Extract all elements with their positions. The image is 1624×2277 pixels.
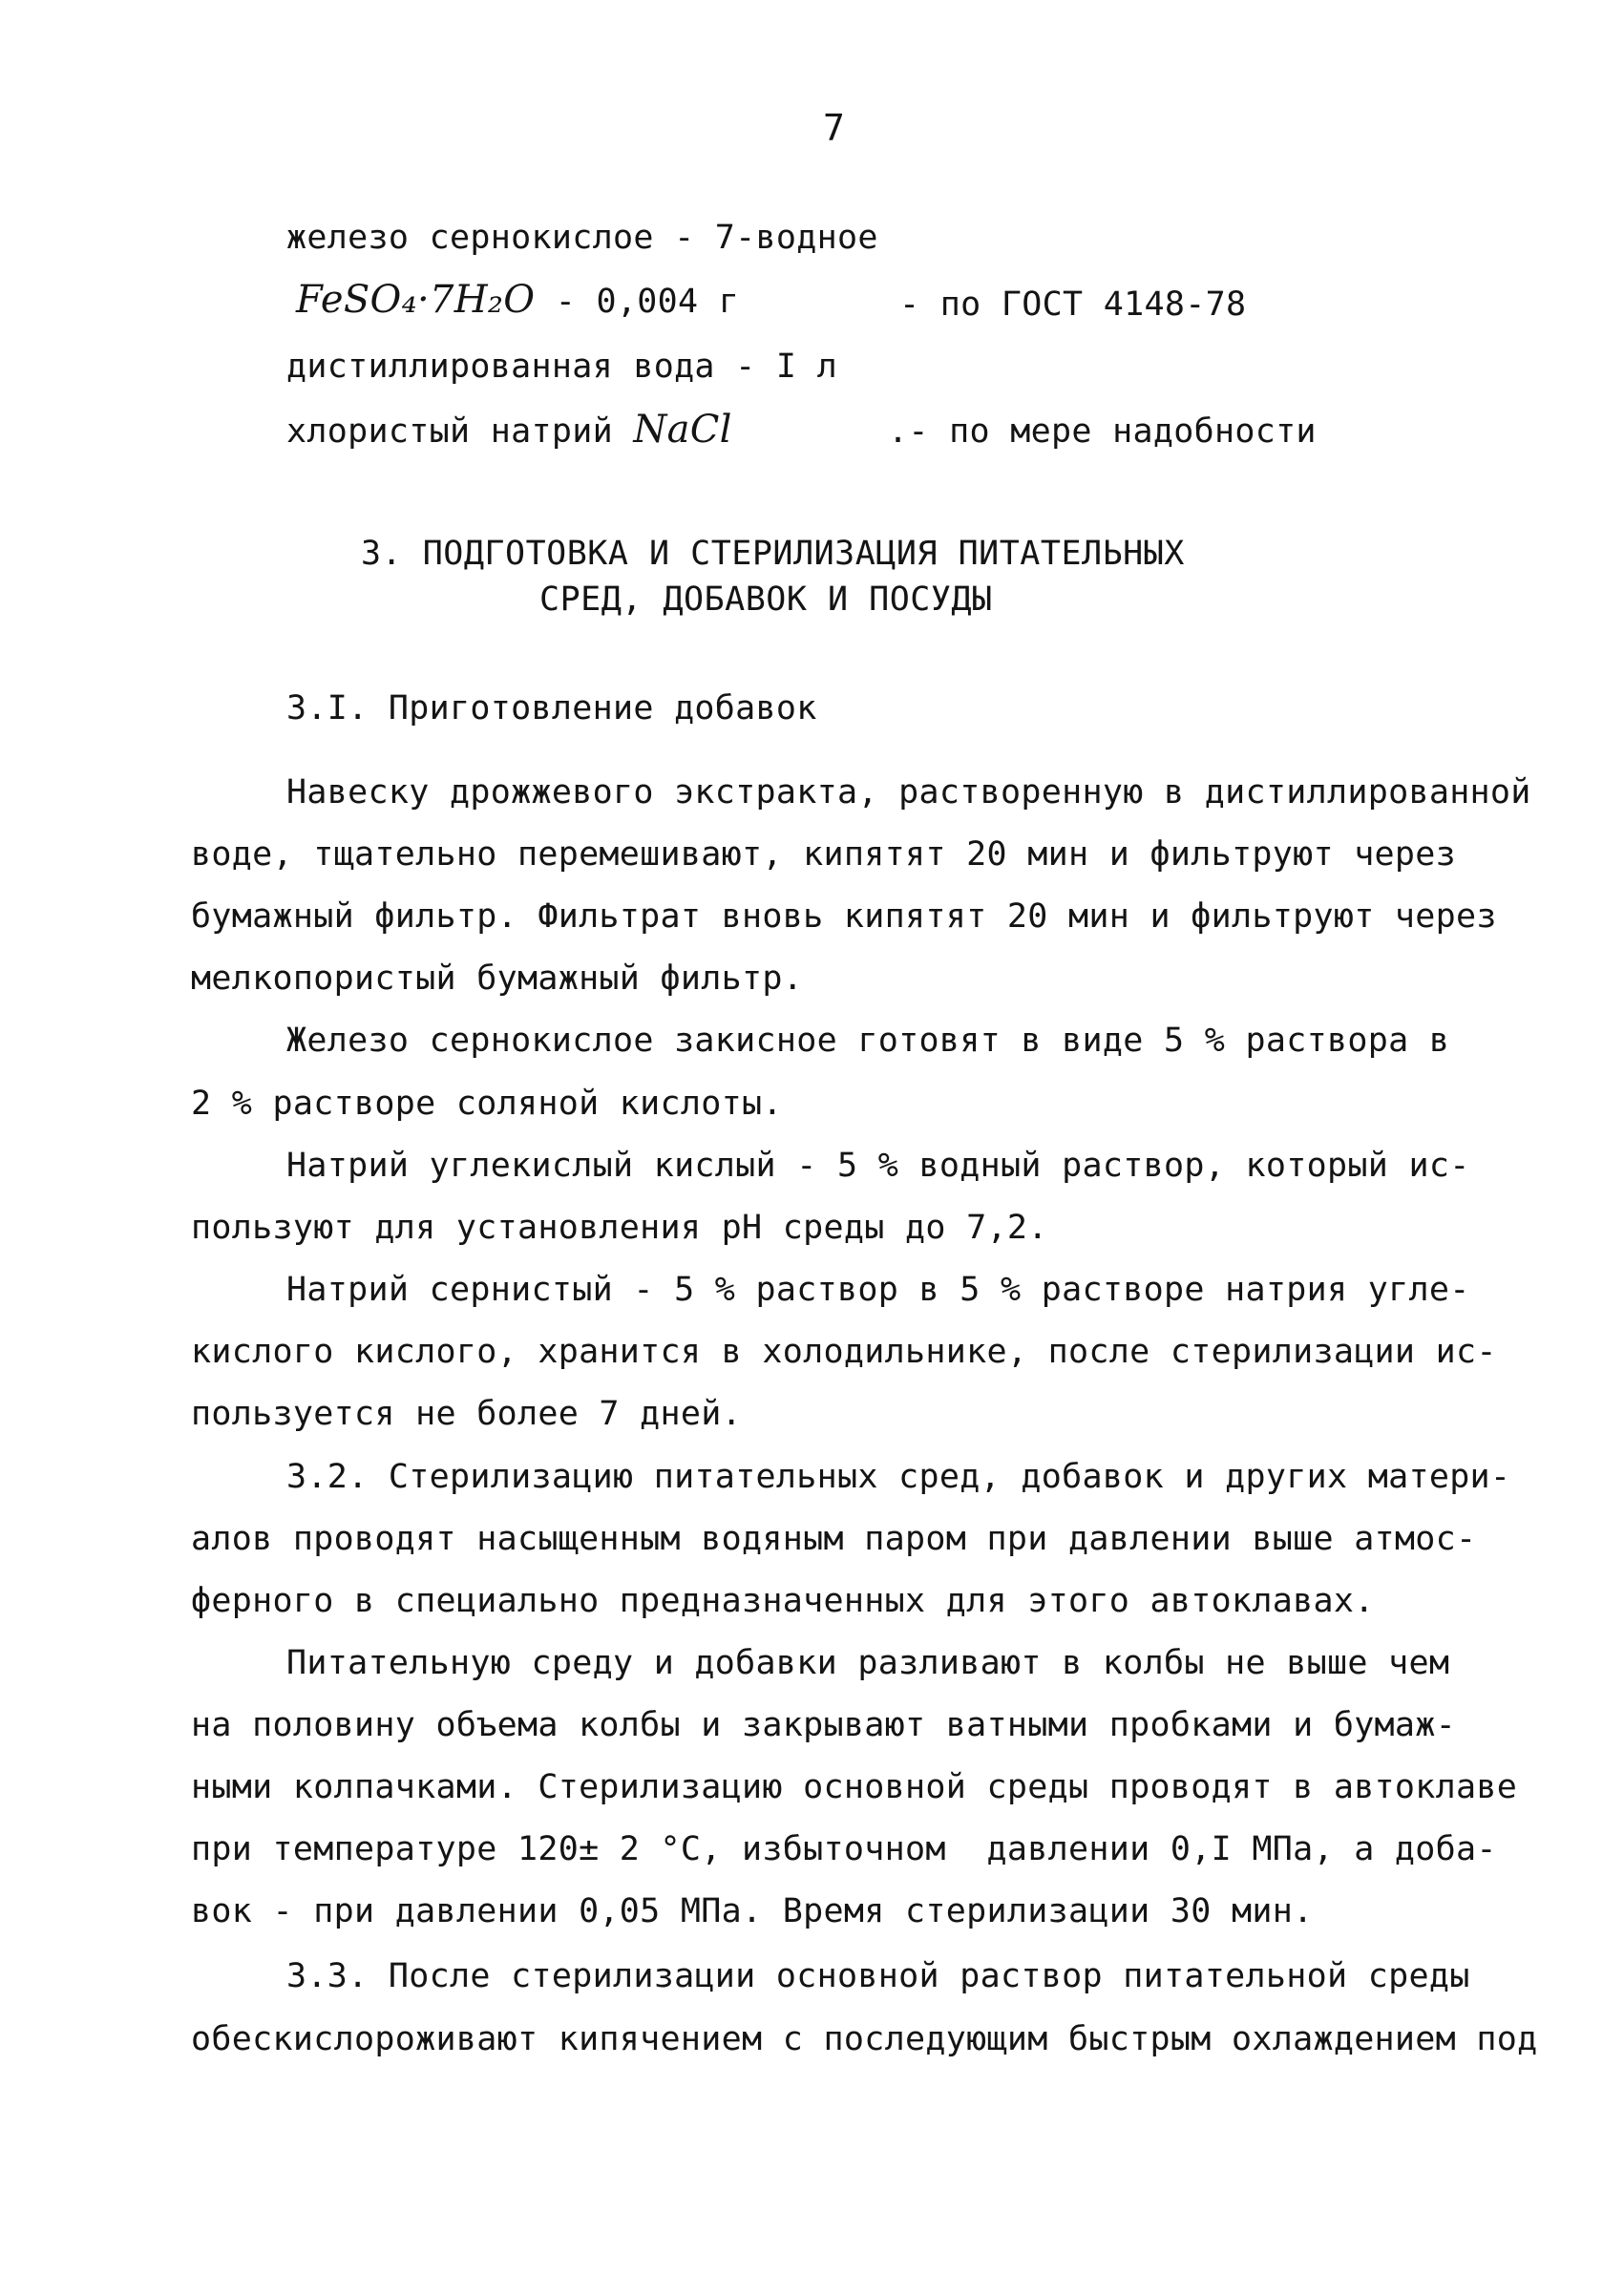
reagent-3-name: хлористый натрий [286, 412, 634, 451]
body-line: обескислороживают кипячением с последующим быстрым охлаждением под [191, 2020, 1538, 2058]
body-line: бумажный фильтр. Фильтрат вновь кипятят 20 мин и фильтруют через [191, 897, 1497, 936]
body-line: Железо сернокислое закисное готовят в виде 5 % раствора в [286, 1022, 1450, 1060]
body-line: мелкопористый бумажный фильтр. [191, 959, 804, 998]
body-line: при температуре 120± 2 °С, избыточном давлении 0,I МПа, а доба- [191, 1830, 1497, 1868]
section-heading-line1: 3. ПОДГОТОВКА И СТЕРИЛИЗАЦИЯ ПИТАТЕЛЬНЫХ [361, 535, 1185, 573]
body-line: алов проводят насыщенным водяным паром при давлении выше атмос- [191, 1520, 1477, 1558]
section-heading-line2: СРЕД, ДОБАВОК И ПОСУДЫ [539, 580, 993, 619]
body-line: пользуется не более 7 дней. [191, 1395, 743, 1433]
reagent-3-line [286, 409, 732, 453]
body-line: Питательную среду и добавки разливают в колбы не выше чем [286, 1644, 1450, 1682]
reagent-1-reference: - по ГОСТ 4148-78 [899, 285, 1247, 324]
body-line: воде, тщательно перемешивают, кипятят 20 мин и фильтруют через [191, 835, 1457, 874]
body-line: ными колпачками. Стерилизацию основной среды проводят в автоклаве [191, 1768, 1518, 1806]
body-line: вок - при давлении 0,05 МПа. Время стерилизации 30 мин. [191, 1892, 1314, 1930]
body-line: на половину объема колбы и закрывают ватными пробками и бумаж- [191, 1706, 1457, 1744]
body-line: Навеску дрожжевого экстракта, растворенную в дистиллированной [286, 773, 1531, 812]
subsection-title: 3.I. Приготовление добавок [286, 689, 817, 727]
body-line: 3.2. Стерилизацию питательных сред, добавок и других матери- [286, 1458, 1511, 1496]
body-line: кислого кислого, хранится в холодильнике, после стерилизации ис- [191, 1333, 1497, 1371]
body-line: 3.3. После стерилизации основной раствор питательной среды [286, 1957, 1470, 1995]
page-number: 7 [823, 107, 846, 149]
reagent-2-name: дистиллированная вода - I л [286, 348, 838, 386]
reagent-1-amount: - 0,004 г [535, 283, 740, 321]
body-line: пользуют для установления рН среды до 7,2. [191, 1209, 1048, 1247]
reagent-3-formula: NaCl [633, 408, 732, 452]
body-line: Натрий углекислый кислый - 5 % водный раствор, который ис- [286, 1147, 1470, 1185]
reagent-1-formula: FeSO₄·7H₂O [296, 278, 536, 322]
body-line: ферного в специально предназначенных для этого автоклавах. [191, 1582, 1375, 1620]
reagent-3-reference: .- по мере надобности [888, 412, 1317, 451]
body-line: Натрий сернистый - 5 % раствор в 5 % растворе натрия угле- [286, 1271, 1470, 1309]
reagent-1-name: железо сернокислое - 7-водное [286, 219, 878, 257]
reagent-1-formula-line [296, 279, 739, 323]
body-line: 2 % растворе соляной кислоты. [191, 1085, 783, 1123]
